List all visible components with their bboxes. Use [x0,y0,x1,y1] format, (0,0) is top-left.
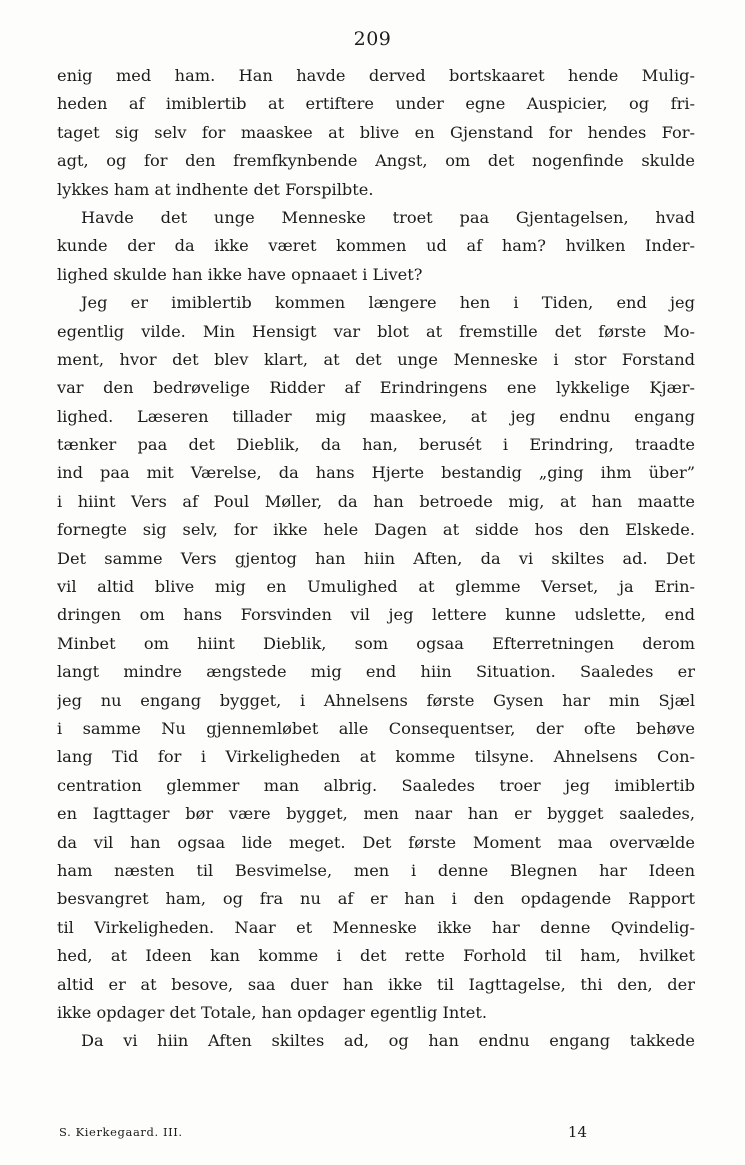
page-footer [57,1121,695,1143]
text-line: da vil han ogsaa lide meget. Det første Moment maa overvælde [57,832,695,852]
text-line: lykkes ham at indhente det Forspilbte. [57,179,374,199]
text-line: fornegte sig selv, for ikke hele Dagen at sidde hos den Elskede. [57,520,695,540]
text-line: i samme Nu gjennemløbet alle Consequentser, der ofte behøve [57,718,695,738]
text-line: Det samme Vers gjentog han hiin Aften, da vi skiltes ad. Det [57,548,695,568]
text-line: ment, hvor det blev klart, at det unge Menneske i stor Forstand [57,349,695,369]
text-line: vil altid blive mig en Umulighed at glemme Verset, ja Erin- [57,577,695,597]
text-line: egentlig vilde. Min Hensigt var blot at fremstille det første Mo- [57,321,695,341]
text-line: tænker paa det Dieblik, da han, berusét i Erindring, traadte [57,435,695,455]
text-line: jeg nu engang bygget, i Ahnelsens første Gysen har min Sjæl [57,690,695,710]
text-line: til Virkeligheden. Naar et Menneske ikke har denne Qvindelig- [57,917,695,937]
text-line: Jeg er imiblertib kommen længere hen i Tiden, end jeg [81,293,695,313]
text-line: ikke opdager det Totale, han opdager egentlig Intet. [57,1002,488,1022]
text-line: ind paa mit Værelse, da hans Hjerte bestandig „ging ihm über” [57,463,695,483]
page-number: 209 [353,28,392,50]
text-line: agt, og for den fremfkynbende Angst, om det nogenfinde skulde [57,151,695,171]
text-line: enig med ham. Han havde derved bortskaaret hende Mulig- [57,66,695,85]
text-line: ham næsten til Besvimelse, men i denne Blegnen har Ideen [57,860,695,880]
text-line: besvangret ham, og fra nu af er han i den opdagende Rapport [57,889,695,909]
text-line: en Iagttager bør være bygget, men naar han er bygget saaledes, [57,804,695,824]
printer-signature: S. Kierkegaard. III. [59,1125,183,1139]
text-line: hed, at Ideen kan komme i det rette Forhold til ham, hvilket [57,946,695,966]
text-line: var den bedrøvelige Ridder af Erindringens ene lykkelige Kjær- [57,378,695,398]
text-line: heden af imiblertib at ertiftere under egne Auspicier, og fri- [57,94,695,114]
text-line: lang Tid for i Virkeligheden at komme tilsyne. Ahnelsens Con- [57,747,695,767]
text-line: i hiint Vers af Poul Møller, da han betroede mig, at han maatte [57,491,695,511]
text-line: altid er at besove, saa duer han ikke til Iagttagelse, thi den, der [57,974,695,994]
text-line: lighed. Læseren tillader mig maaskee, at jeg endnu engang [57,406,695,426]
sheet-number: 14 [567,1123,587,1141]
text-line: Minbet om hiint Dieblik, som ogsaa Efterretningen derom [57,633,695,653]
text-line: kunde der da ikke været kommen ud af ham? hvilken Inder- [57,236,695,256]
text-line: centration glemmer man albrig. Saaledes troer jeg imiblertib [57,775,695,795]
text-line: taget sig selv for maaskee at blive en Gjenstand for hendes For- [57,122,695,142]
text-line: lighed skulde han ikke have opnaaet i Livet? [57,264,423,284]
text-line: Havde det unge Menneske troet paa Gjentagelsen, hvad [81,207,695,227]
text-line: langt mindre ængstede mig end hiin Situation. Saaledes er [57,662,695,682]
body-text [57,62,695,1056]
text-line: dringen om hans Forsvinden vil jeg lettere kunne udslette, end [57,605,695,625]
text-line: Da vi hiin Aften skiltes ad, og han endnu engang takkede [81,1031,695,1051]
